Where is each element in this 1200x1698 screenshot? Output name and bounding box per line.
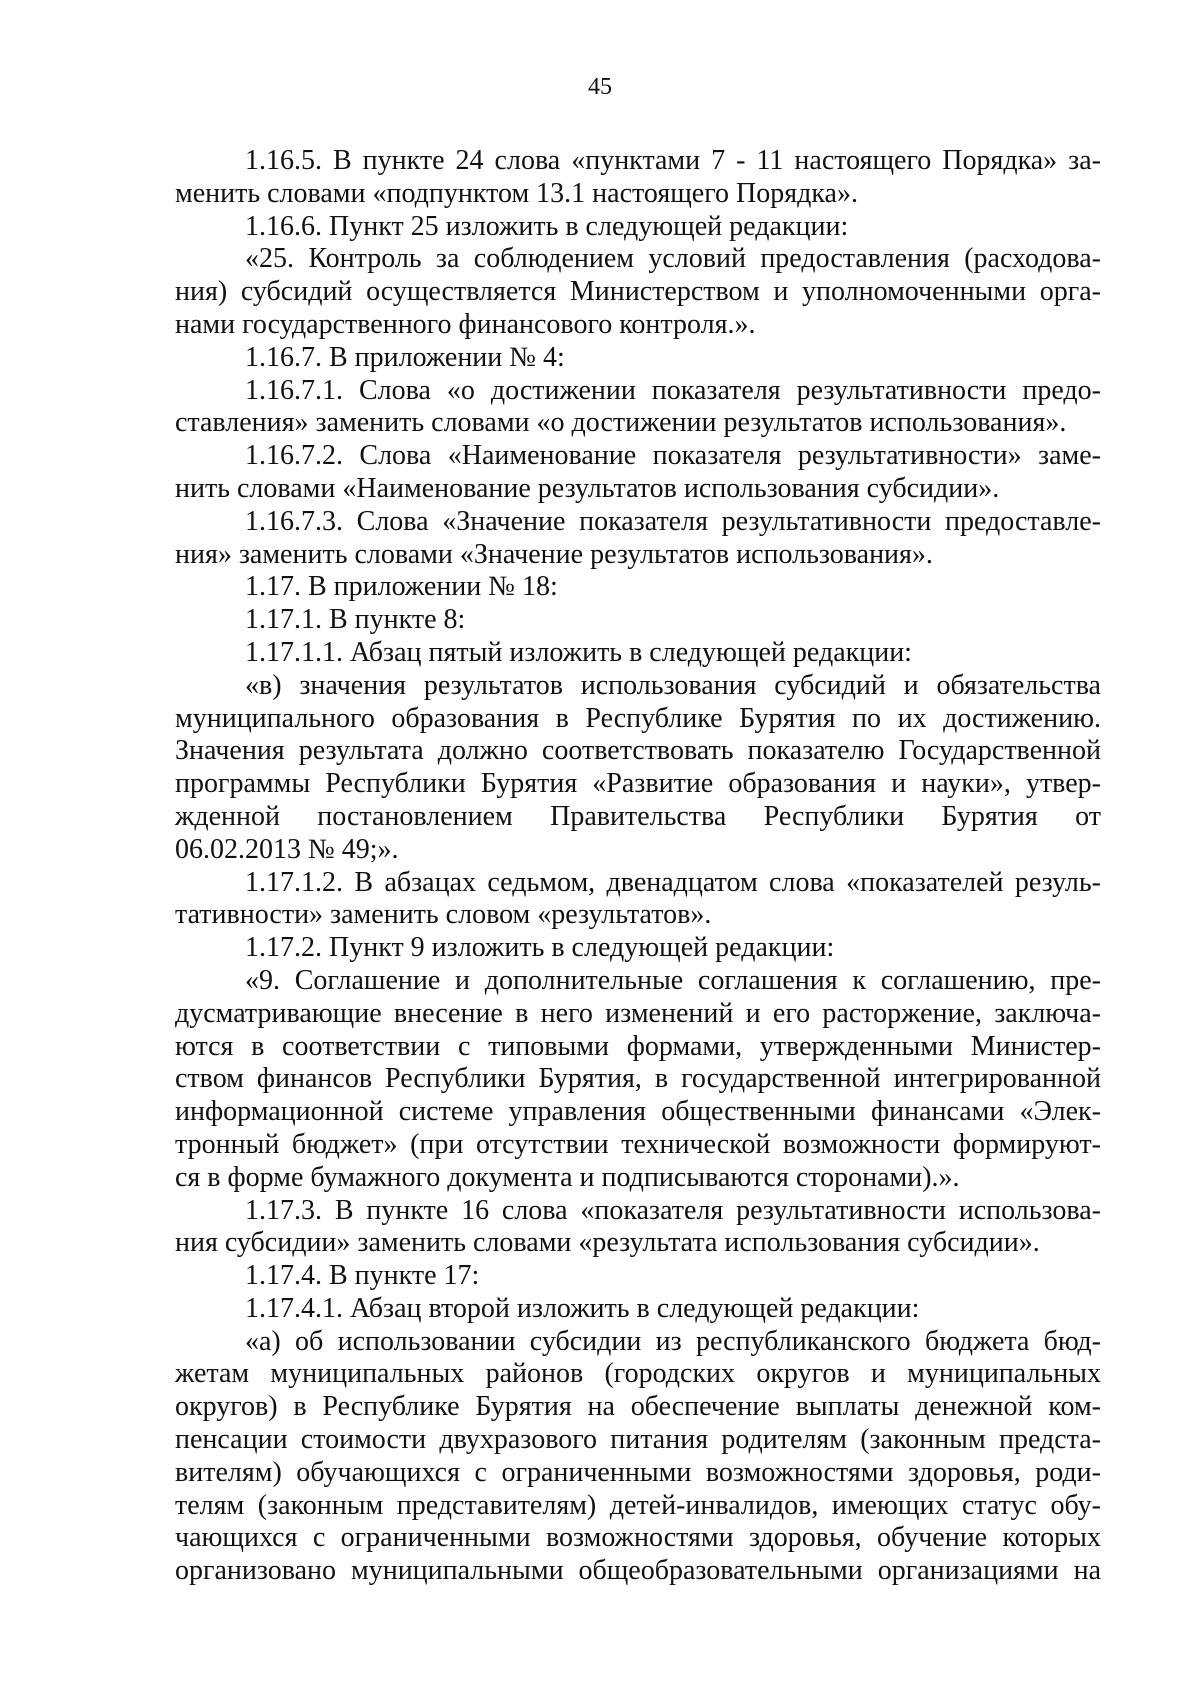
text-line: 1.16.7. В приложении № 4: — [245, 341, 565, 373]
text-line: ются в соответствии с типовыми формами, утвержденными Министер- — [175, 1030, 1101, 1062]
text-line: жетам муниципальных районов (городских округов и муниципальных — [175, 1358, 1101, 1390]
text-line: нами государственного финансового контроля.». — [175, 308, 756, 340]
text-line: 1.16.7.2. Слова «Наименование показателя результативности» заме- — [245, 440, 1101, 472]
text-line: 1.17.4.1. Абзац второй изложить в следующей редакции: — [245, 1292, 920, 1324]
text-line: пенсации стоимости двухразового питания родителям (законным предста- — [175, 1424, 1101, 1456]
text-line: 1.16.7.1. Слова «о достижении показателя результативности предо- — [245, 374, 1101, 406]
text-line: ставления» заменить словами «о достижении результатов использования». — [175, 407, 1067, 439]
text-line: ния) субсидий осуществляется Министерством и уполномоченными орга- — [175, 276, 1101, 308]
text-line: 1.17. В приложении № 18: — [245, 571, 558, 603]
text-line: «в) значения результатов использования субсидий и обязательства — [245, 669, 1101, 701]
document-body — [175, 145, 1101, 1588]
text-line: менить словами «подпунктом 13.1 настоящего Порядка». — [175, 177, 858, 209]
text-line: 06.02.2013 № 49;». — [175, 833, 399, 865]
text-line: «25. Контроль за соблюдением условий предоставления (расходова- — [245, 243, 1101, 275]
text-line: чающихся с ограниченными возможностями здоровья, обучение которых — [175, 1522, 1101, 1554]
text-line: «а) об использовании субсидии из республиканского бюджета бюд- — [245, 1325, 1101, 1357]
text-line: 1.17.1.2. В абзацах седьмом, двенадцатом слова «показателей резуль- — [245, 866, 1101, 898]
text-line: 1.17.3. В пункте 16 слова «показателя результативности использова- — [245, 1194, 1101, 1226]
text-line: Значения результата должно соответствовать показателю Государственной — [175, 735, 1101, 767]
text-line: дусматривающие внесение в него изменений и его расторжение, заключа- — [175, 997, 1101, 1029]
text-line: телям (законным представителям) детей-инвалидов, имеющих статус обу- — [175, 1489, 1101, 1521]
text-line: информационной системе управления общественными финансами «Элек- — [175, 1096, 1101, 1128]
text-line: 1.16.5. В пункте 24 слова «пунктами 7 - 11 настоящего Порядка» за- — [245, 145, 1101, 176]
text-line: «9. Соглашение и дополнительные соглашения к соглашению, пре- — [245, 964, 1101, 996]
text-line: ством финансов Республики Бурятия, в государственной интегрированной — [175, 1063, 1101, 1095]
text-line: нить словами «Наименование результатов использования субсидии». — [175, 472, 1000, 504]
text-line: тативности» заменить словом «результатов». — [175, 899, 712, 931]
text-line: ся в форме бумажного документа и подписываются сторонами).». — [175, 1161, 960, 1193]
text-line: жденной постановлением Правительства Республики Бурятия от — [175, 800, 1101, 832]
text-line: ния субсидии» заменить словами «результата использования субсидии». — [175, 1227, 1040, 1259]
text-line: ния» заменить словами «Значение результатов использования». — [175, 538, 933, 570]
text-line: муниципального образования в Республике Бурятия по их достижению. — [175, 702, 1101, 734]
text-line: 1.17.4. В пункте 17: — [245, 1260, 480, 1292]
text-line: 1.16.6. Пункт 25 изложить в следующей редакции: — [245, 210, 849, 242]
text-line: 1.16.7.3. Слова «Значение показателя результативности предоставле- — [245, 505, 1101, 537]
text-line: 1.17.2. Пункт 9 изложить в следующей редакции: — [245, 932, 835, 964]
text-line: округов) в Республике Бурятия на обеспечение выплаты денежной ком- — [175, 1391, 1101, 1423]
text-line: 1.17.1.1. Абзац пятый изложить в следующей редакции: — [245, 636, 912, 668]
page-number: 45 — [588, 74, 612, 100]
text-line: тронный бюджет» (при отсутствии технической возможности формируют- — [175, 1128, 1101, 1160]
text-line: 1.17.1. В пункте 8: — [245, 604, 466, 636]
text-line: вителям) обучающихся с ограниченными возможностями здоровья, роди- — [175, 1456, 1101, 1488]
text-line: программы Республики Бурятия «Развитие образования и науки», утвер- — [175, 768, 1101, 800]
text-line: организовано муниципальными общеобразовательными организациями на — [175, 1555, 1101, 1587]
